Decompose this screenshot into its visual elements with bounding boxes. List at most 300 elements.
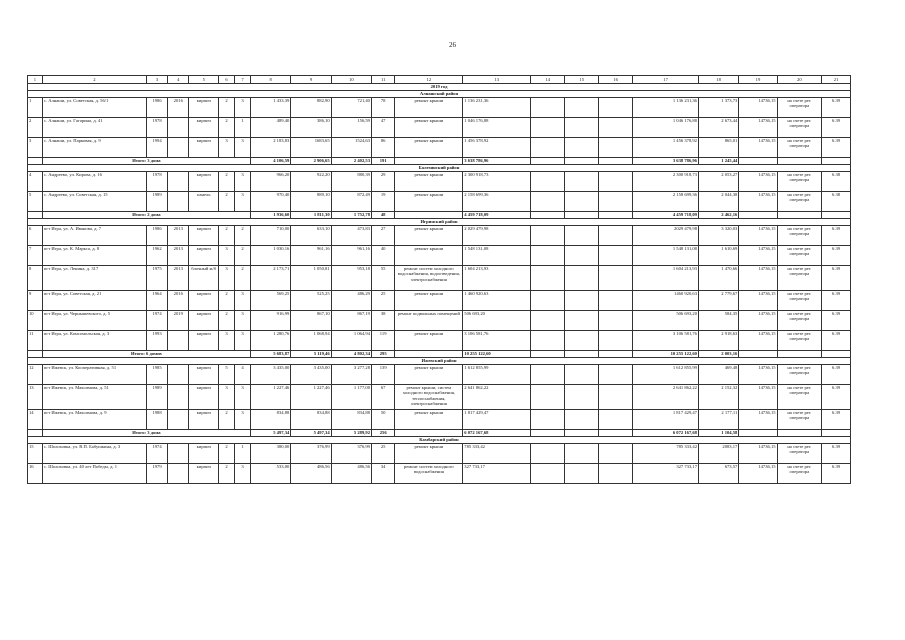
cell-c9: 961,16: [291, 246, 331, 266]
total-c17: 3 638 786,96: [633, 158, 699, 165]
cell-c7: 3: [235, 291, 251, 311]
cell-c5: кирпич: [189, 444, 219, 464]
cell-c5: кирпич: [189, 246, 219, 266]
cell-c17: 1 136 231,36: [633, 98, 699, 118]
cell-c9: 3 435,00: [291, 365, 331, 385]
column-number: 15: [565, 76, 599, 84]
cell-c6: 2: [219, 172, 235, 192]
cell-c16: [599, 331, 633, 351]
cell-c8: 1 280,76: [250, 331, 290, 351]
total-c19: [739, 212, 777, 219]
cell-n: 5: [28, 192, 43, 212]
cell-c7: 2: [235, 266, 251, 291]
cell-c18: 2 053,27: [698, 172, 738, 192]
total-row: [28, 212, 851, 219]
cell-c15: [565, 365, 599, 385]
total-c12: [395, 212, 463, 219]
cell-c13: 1 460 920,63: [463, 291, 531, 311]
cell-c17: 2029 479,98: [633, 226, 699, 246]
cell-c5: кирпич: [189, 138, 219, 158]
cell-c17: 1 548 131,08: [633, 246, 699, 266]
cell-c19: 14736,15: [739, 444, 777, 464]
cell-c12: ремонт крыши: [395, 192, 463, 212]
cell-c15: [565, 266, 599, 291]
cell-c20: на счете рег. оператора: [777, 246, 822, 266]
district-row: [28, 165, 851, 172]
cell-addr: пгт Игра, ул. К. Маркса, д. 8: [42, 246, 146, 266]
cell-c20: на счете рег. оператора: [777, 410, 822, 430]
cell-c12: ремонт систем холодного водоснабжения, водоотведения, электроснабжения: [395, 266, 463, 291]
cell-c8: 1 030,16: [250, 246, 290, 266]
cell-n: 10: [28, 311, 43, 331]
cell-c11: 34: [371, 464, 394, 484]
cell-c18: 2 177,11: [698, 410, 738, 430]
column-number: 3: [146, 76, 167, 84]
total-label: Итого: 3 дома: [42, 158, 250, 165]
cell-c20: на счете рег. оператора: [777, 385, 822, 410]
cell-c15: [565, 246, 599, 266]
total-c19: [739, 158, 777, 165]
cell-c11: 67: [371, 385, 394, 410]
cell-addr: пгт Игра, ул. Советская, д. 21: [42, 291, 146, 311]
cell-n: 15: [28, 444, 43, 464]
total-c15: [565, 158, 599, 165]
cell-n: 11: [28, 331, 43, 351]
cell-c4: 2013: [168, 266, 189, 291]
cell-c15: [565, 226, 599, 246]
cell-c10: 867,19: [331, 311, 371, 331]
total-c14: [531, 430, 565, 437]
cell-c15: [565, 331, 599, 351]
cell-c9: 1 050,81: [291, 266, 331, 291]
column-number: 11: [371, 76, 394, 84]
cell-c9: 1 068,94: [291, 331, 331, 351]
total-c18: 1 104,58: [698, 430, 738, 437]
cell-c11: 25: [371, 291, 394, 311]
cell-c21: 6.38: [822, 172, 851, 192]
cell-c5: кирпич: [189, 365, 219, 385]
cell-addr: пгт Игра, ул. Чернышевского, д. 5: [42, 311, 146, 331]
cell-c5: кирпич: [189, 291, 219, 311]
cell-c19: 14736,15: [739, 192, 777, 212]
cell-c15: [565, 444, 599, 464]
cell-addr: пгт Ижевск, ул. Максимова, д. 9: [42, 410, 146, 430]
cell-c6: 2: [219, 118, 235, 138]
cell-c21: 6.39: [822, 464, 851, 484]
cell-c12: ремонт крыши: [395, 331, 463, 351]
cell-c18: 1 470,66: [698, 266, 738, 291]
capital-repair-table: [27, 75, 851, 484]
cell-c5: кирпич: [189, 410, 219, 430]
cell-c19: 14736,15: [739, 311, 777, 331]
cell-c4: [168, 464, 189, 484]
cell-c20: на счете рег. оператора: [777, 311, 822, 331]
cell-c14: [531, 172, 565, 192]
cell-c3: 1979: [146, 464, 167, 484]
cell-c6: 2: [219, 311, 235, 331]
cell-c7: 2: [235, 246, 251, 266]
cell-c7: 3: [235, 410, 251, 430]
cell-c8: 1 433,39: [250, 98, 290, 118]
cell-c8: 710,00: [250, 226, 290, 246]
cell-c8: 1 227,46: [250, 385, 290, 410]
cell-c3: 1975: [146, 266, 167, 291]
column-number: 19: [739, 76, 777, 84]
cell-c20: на счете рег. оператора: [777, 138, 822, 158]
cell-c7: 4: [235, 365, 251, 385]
cell-c8: 916,99: [250, 311, 290, 331]
cell-c11: 47: [371, 118, 394, 138]
total-c19: [739, 430, 777, 437]
total-c21: [822, 212, 851, 219]
cell-c16: [599, 385, 633, 410]
cell-addr: с. Андреево, ул. Советская, д. 15: [42, 192, 146, 212]
cell-c18: 865,01: [698, 138, 738, 158]
cell-c11: 29: [371, 172, 394, 192]
cell-c21: 6.39: [822, 331, 851, 351]
cell-c18: 2 918,63: [698, 331, 738, 351]
total-c20: [777, 430, 822, 437]
cell-c15: [565, 98, 599, 118]
total-c13: 4 459 718,09: [463, 212, 531, 219]
cell-c16: [599, 410, 633, 430]
cell-c9: 386,10: [291, 118, 331, 138]
cell-c10: 834,88: [331, 410, 371, 430]
cell-c17: 1460 920,63: [633, 291, 699, 311]
total-c10: 1 752,78: [331, 212, 371, 219]
cell-n: 3: [28, 138, 43, 158]
cell-c14: [531, 138, 565, 158]
column-number: 16: [599, 76, 633, 84]
column-number: 13: [463, 76, 531, 84]
cell-c15: [565, 118, 599, 138]
table-row: [28, 98, 851, 118]
cell-c16: [599, 98, 633, 118]
cell-c14: [531, 266, 565, 291]
cell-c8: 3 435,00: [250, 365, 290, 385]
cell-c3: 1993: [146, 331, 167, 351]
total-c17: 4 459 718,09: [633, 212, 699, 219]
cell-c19: 14736,15: [739, 246, 777, 266]
cell-c18: 2 044,38: [698, 192, 738, 212]
total-c12: [395, 158, 463, 165]
cell-c20: на счете рег. оператора: [777, 291, 822, 311]
total-c13: 3 638 786,96: [463, 158, 531, 165]
cell-c7: 3: [235, 192, 251, 212]
table-row: [28, 331, 851, 351]
column-number: 2: [42, 76, 146, 84]
cell-c8: 2 183,83: [250, 138, 290, 158]
cell-c11: 139: [371, 365, 394, 385]
cell-c15: [565, 311, 599, 331]
cell-c16: [599, 118, 633, 138]
cell-c12: ремонт крыши: [395, 172, 463, 192]
cell-c17: 327 733,17: [633, 464, 699, 484]
cell-c17: 1 612 855,99: [633, 365, 699, 385]
cell-c16: [599, 192, 633, 212]
column-number: 17: [633, 76, 699, 84]
cell-c3: 1988: [146, 410, 167, 430]
table-row: [28, 138, 851, 158]
cell-c13: 1 604 213,93: [463, 266, 531, 291]
cell-c7: 1: [235, 118, 251, 138]
cell-c3: 1962: [146, 246, 167, 266]
total-c16: [599, 158, 633, 165]
cell-c16: [599, 138, 633, 158]
cell-c20: на счете рег. оператора: [777, 365, 822, 385]
cell-addr: пгт Игра, ул. Ленина, д. 317: [42, 266, 146, 291]
total-c13: 6 072 167,68: [463, 430, 531, 437]
cell-c9: 1 227,46: [291, 385, 331, 410]
cell-c13: 2 029 479,98: [463, 226, 531, 246]
cell-c4: 2019: [168, 311, 189, 331]
cell-c12: ремонт крыши: [395, 138, 463, 158]
cell-c9: 1683,65: [291, 138, 331, 158]
cell-c17: 2 158 699,36: [633, 192, 699, 212]
cell-c16: [599, 311, 633, 331]
cell-c13: 1 612 855,99: [463, 365, 531, 385]
column-number: 6: [219, 76, 235, 84]
cell-c4: 2016: [168, 98, 189, 118]
cell-c21: 6.39: [822, 385, 851, 410]
cell-c18: 584,35: [698, 311, 738, 331]
column-number: 1: [28, 76, 43, 84]
cell-c6: 3: [219, 246, 235, 266]
cell-c13: 785 333,42: [463, 444, 531, 464]
cell-c9: 486,56: [291, 464, 331, 484]
cell-c4: [168, 192, 189, 212]
cell-c17: 785 333,42: [633, 444, 699, 464]
cell-c8: 834,88: [250, 410, 290, 430]
cell-c14: [531, 365, 565, 385]
cell-c6: 3: [219, 266, 235, 291]
cell-c11: 40: [371, 246, 394, 266]
cell-addr: пгт Ижевск, ул. Кооперативная, д. 51: [42, 365, 146, 385]
cell-c4: [168, 385, 189, 410]
total-c9: 1 811,30: [291, 212, 331, 219]
district-row: [28, 91, 851, 98]
cell-c10: 721,40: [331, 98, 371, 118]
total-c20: [777, 158, 822, 165]
cell-c21: 6.39: [822, 266, 851, 291]
cell-c20: на счете рег. оператора: [777, 172, 822, 192]
cell-c3: 1974: [146, 444, 167, 464]
cell-c19: 14736,15: [739, 98, 777, 118]
cell-c20: на счете рег. оператора: [777, 444, 822, 464]
cell-c9: 376,99: [291, 444, 331, 464]
cell-c12: ремонт крыши, систем холодного водоснабжения, теплоснабжения, электроснабжения: [395, 385, 463, 410]
column-number: 18: [698, 76, 738, 84]
cell-c10: 872,49: [331, 192, 371, 212]
cell-c15: [565, 464, 599, 484]
cell-c18: 469,48: [698, 365, 738, 385]
cell-c11: 55: [371, 266, 394, 291]
table-row: [28, 172, 851, 192]
total-c9: 2 906,65: [291, 158, 331, 165]
cell-c4: 2013: [168, 226, 189, 246]
total-c8: 1 936,60: [250, 212, 290, 219]
cell-c5: кирпич: [189, 331, 219, 351]
cell-c21: 6.39: [822, 138, 851, 158]
cell-c4: [168, 365, 189, 385]
cell-c13: 2 158 699,36: [463, 192, 531, 212]
cell-c3: 1986: [146, 98, 167, 118]
cell-c14: [531, 385, 565, 410]
total-c12: [395, 351, 463, 358]
total-c8: 4 106,59: [250, 158, 290, 165]
cell-c21: 6.39: [822, 118, 851, 138]
total-c12: [395, 430, 463, 437]
cell-c13: 1 817 429,47: [463, 410, 531, 430]
cell-c3: 1978: [146, 172, 167, 192]
cell-c3: 1974: [146, 311, 167, 331]
total-c18: 2 003,16: [698, 351, 738, 358]
cell-c10: 961,16: [331, 246, 371, 266]
cell-c3: 1978: [146, 118, 167, 138]
column-number: 5: [189, 76, 219, 84]
cell-c13: 1 046 176,88: [463, 118, 531, 138]
total-c15: [565, 430, 599, 437]
cell-addr: с. Шолоховка, ул. 40 лет Победы, д. 1: [42, 464, 146, 484]
total-c17: 6 072 167,68: [633, 430, 699, 437]
total-c14: [531, 351, 565, 358]
total-label: Итого: 6 домов: [42, 351, 250, 358]
column-number: 4: [168, 76, 189, 84]
cell-c21: 6.39: [822, 311, 851, 331]
cell-c15: [565, 410, 599, 430]
district-row: [28, 358, 851, 365]
cell-c17: 1 456 378,92: [633, 138, 699, 158]
column-number: 8: [250, 76, 290, 84]
cell-c19: 14736,15: [739, 385, 777, 410]
cell-c14: [531, 226, 565, 246]
district-heading: Балезинский район: [28, 165, 851, 172]
cell-c6: 2: [219, 98, 235, 118]
table-row: [28, 118, 851, 138]
district-row: [28, 437, 851, 444]
cell-c4: 2013: [168, 246, 189, 266]
cell-c7: 3: [235, 385, 251, 410]
cell-c19: 14736,15: [739, 331, 777, 351]
cell-c3: 1994: [146, 138, 167, 158]
cell-c19: 14736,15: [739, 172, 777, 192]
total-c14: [531, 212, 565, 219]
cell-c19: 14736,15: [739, 118, 777, 138]
total-label: Итого: 3 дома: [42, 430, 250, 437]
year-heading: 2019 год: [28, 84, 851, 91]
cell-c6: 2: [219, 226, 235, 246]
cell-addr: с. Алнаши, ул. Гагарина, д. 41: [42, 118, 146, 138]
total-c21: [822, 351, 851, 358]
cell-c12: ремонт крыши: [395, 118, 463, 138]
cell-c17: 3 106 581,76: [633, 331, 699, 351]
cell-c20: на счете рег. оператора: [777, 331, 822, 351]
total-row: [28, 351, 851, 358]
cell-c13: 2 641 862,22: [463, 385, 531, 410]
total-c11: 48: [371, 212, 394, 219]
cell-c16: [599, 226, 633, 246]
total-c10: 4 802,34: [331, 351, 371, 358]
cell-c20: на счете рег. оператора: [777, 464, 822, 484]
cell-n: 16: [28, 464, 43, 484]
cell-c14: [531, 98, 565, 118]
cell-n: 4: [28, 172, 43, 192]
district-heading: Камбарский район: [28, 437, 851, 444]
total-c10: 2 402,53: [331, 158, 371, 165]
cell-c13: 506 693,20: [463, 311, 531, 331]
cell-c10: 473,83: [331, 226, 371, 246]
cell-c12: ремонт крыши: [395, 444, 463, 464]
cell-c9: 867,10: [291, 311, 331, 331]
column-number: 20: [777, 76, 822, 84]
cell-n: 1: [28, 98, 43, 118]
column-number: 9: [291, 76, 331, 84]
cell-c19: 14736,15: [739, 410, 777, 430]
table-row: [28, 226, 851, 246]
cell-c18: 2 152,32: [698, 385, 738, 410]
total-row: [28, 158, 851, 165]
cell-c17: 1 817 429,47: [633, 410, 699, 430]
cell-n: 12: [28, 365, 43, 385]
table-row: [28, 192, 851, 212]
cell-c7: 3: [235, 464, 251, 484]
cell-c10: 156,59: [331, 118, 371, 138]
cell-c19: 14736,15: [739, 226, 777, 246]
total-spacer: [28, 430, 43, 437]
table-row: [28, 246, 851, 266]
cell-c20: на счете рег. оператора: [777, 192, 822, 212]
cell-c10: 1524,63: [331, 138, 371, 158]
cell-c5: кирпич: [189, 226, 219, 246]
cell-c20: на счете рег. оператора: [777, 98, 822, 118]
cell-c5: панель: [189, 192, 219, 212]
cell-c4: 2016: [168, 291, 189, 311]
total-spacer: [28, 212, 43, 219]
cell-c5: кирпич: [189, 385, 219, 410]
cell-c19: 14736,15: [739, 464, 777, 484]
cell-n: 8: [28, 266, 43, 291]
cell-c4: [168, 444, 189, 464]
cell-c6: 3: [219, 385, 235, 410]
cell-c11: 119: [371, 331, 394, 351]
cell-c4: [168, 172, 189, 192]
total-c8: 5 683,87: [250, 351, 290, 358]
cell-c14: [531, 410, 565, 430]
total-c15: [565, 212, 599, 219]
cell-c7: 3: [235, 98, 251, 118]
cell-c10: 3 277,28: [331, 365, 371, 385]
district-heading: Ижевский район: [28, 358, 851, 365]
cell-c7: 3: [235, 311, 251, 331]
cell-c19: 14736,15: [739, 365, 777, 385]
cell-c18: 1 610,69: [698, 246, 738, 266]
cell-addr: пгт Игра, ул. А. Иванова, д. 7: [42, 226, 146, 246]
cell-c3: 1964: [146, 291, 167, 311]
cell-c21: 6.39: [822, 98, 851, 118]
cell-n: 14: [28, 410, 43, 430]
cell-c18: 1 373,73: [698, 98, 738, 118]
district-row: [28, 219, 851, 226]
cell-c5: кирпич: [189, 464, 219, 484]
cell-c12: ремонт систем холодного водоснабжения: [395, 464, 463, 484]
cell-c6: 2: [219, 291, 235, 311]
cell-c7: 3: [235, 172, 251, 192]
cell-c10: 880,39: [331, 172, 371, 192]
cell-c21: 6.38: [822, 192, 851, 212]
cell-c18: 2 673,44: [698, 118, 738, 138]
total-spacer: [28, 158, 43, 165]
cell-c17: 506 693,20: [633, 311, 699, 331]
